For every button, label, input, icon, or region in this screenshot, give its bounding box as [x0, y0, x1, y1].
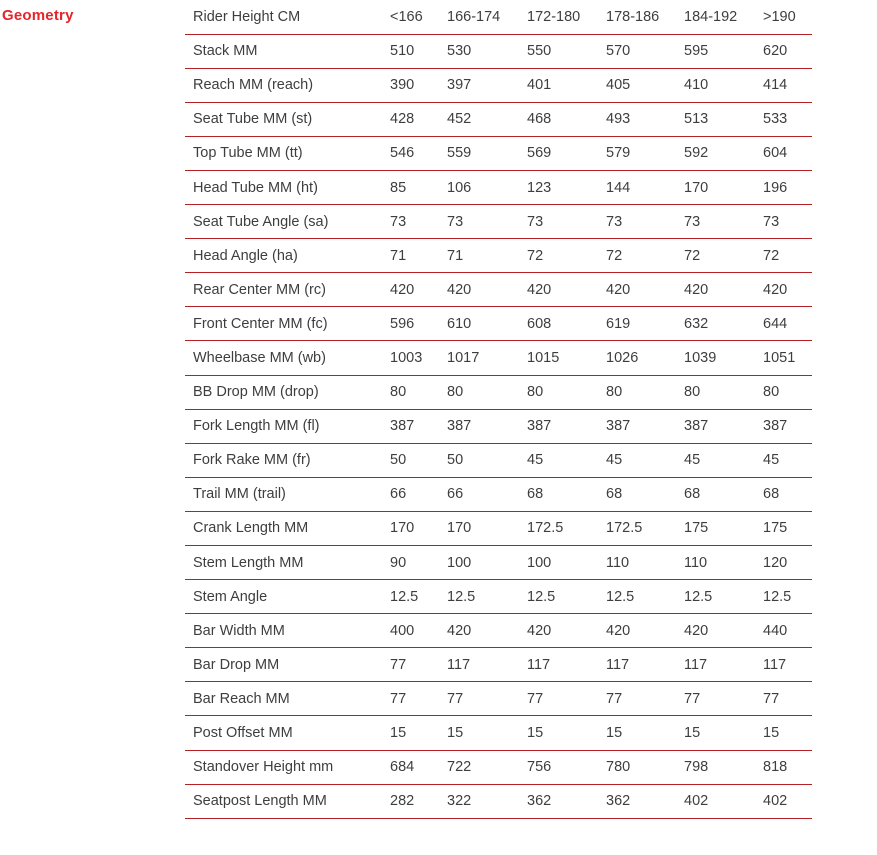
value-cell: 15 — [684, 716, 763, 750]
geometry-table — [185, 0, 812, 819]
header-column: 178-186 — [606, 0, 684, 34]
value-cell: 12.5 — [447, 580, 527, 614]
geometry-section-label: Geometry — [2, 7, 74, 24]
value-cell: 559 — [447, 136, 527, 170]
value-cell: 608 — [527, 307, 606, 341]
value-cell: 80 — [447, 375, 527, 409]
value-cell: 144 — [606, 170, 684, 204]
value-cell: 632 — [684, 307, 763, 341]
value-cell: 85 — [390, 170, 447, 204]
row-label: Fork Rake MM (fr) — [185, 443, 390, 477]
value-cell: 493 — [606, 102, 684, 136]
value-cell: 80 — [763, 375, 812, 409]
table-row — [185, 648, 812, 682]
value-cell: 80 — [684, 375, 763, 409]
value-cell: 362 — [527, 784, 606, 818]
value-cell: 12.5 — [763, 580, 812, 614]
value-cell: 1026 — [606, 341, 684, 375]
table-row — [185, 511, 812, 545]
row-label: Seatpost Length MM — [185, 784, 390, 818]
table-row — [185, 341, 812, 375]
table-row — [185, 273, 812, 307]
value-cell: 72 — [684, 239, 763, 273]
value-cell: 592 — [684, 136, 763, 170]
value-cell: 513 — [684, 102, 763, 136]
row-label: Seat Tube MM (st) — [185, 102, 390, 136]
row-label: Stem Length MM — [185, 546, 390, 580]
table-row — [185, 239, 812, 273]
value-cell: 420 — [390, 273, 447, 307]
value-cell: 579 — [606, 136, 684, 170]
table-row — [185, 170, 812, 204]
value-cell: 1051 — [763, 341, 812, 375]
table-row — [185, 205, 812, 239]
table-row — [185, 34, 812, 68]
value-cell: 387 — [763, 409, 812, 443]
value-cell: 420 — [447, 273, 527, 307]
value-cell: 610 — [447, 307, 527, 341]
value-cell: 15 — [390, 716, 447, 750]
value-cell: 420 — [684, 273, 763, 307]
row-label: Head Angle (ha) — [185, 239, 390, 273]
value-cell: 546 — [390, 136, 447, 170]
value-cell: 387 — [606, 409, 684, 443]
value-cell: 452 — [447, 102, 527, 136]
row-label: Wheelbase MM (wb) — [185, 341, 390, 375]
value-cell: 12.5 — [527, 580, 606, 614]
value-cell: 71 — [447, 239, 527, 273]
value-cell: 604 — [763, 136, 812, 170]
value-cell: 420 — [763, 273, 812, 307]
table-row — [185, 102, 812, 136]
value-cell: 402 — [684, 784, 763, 818]
value-cell: 387 — [527, 409, 606, 443]
value-cell: 15 — [763, 716, 812, 750]
geometry-table-body — [185, 0, 812, 818]
value-cell: 196 — [763, 170, 812, 204]
value-cell: 73 — [447, 205, 527, 239]
value-cell: 110 — [684, 546, 763, 580]
row-label: Rear Center MM (rc) — [185, 273, 390, 307]
value-cell: 123 — [527, 170, 606, 204]
value-cell: 66 — [447, 477, 527, 511]
value-cell: 117 — [684, 648, 763, 682]
value-cell: 387 — [447, 409, 527, 443]
table-row — [185, 307, 812, 341]
value-cell: 72 — [527, 239, 606, 273]
table-row — [185, 409, 812, 443]
value-cell: 596 — [390, 307, 447, 341]
table-row — [185, 375, 812, 409]
table-row — [185, 784, 812, 818]
row-label: Bar Drop MM — [185, 648, 390, 682]
value-cell: 72 — [763, 239, 812, 273]
value-cell: 77 — [763, 682, 812, 716]
value-cell: 172.5 — [527, 511, 606, 545]
value-cell: 780 — [606, 750, 684, 784]
table-row — [185, 546, 812, 580]
value-cell: 15 — [447, 716, 527, 750]
value-cell: 401 — [527, 68, 606, 102]
value-cell: 322 — [447, 784, 527, 818]
value-cell: 73 — [527, 205, 606, 239]
row-label: Standover Height mm — [185, 750, 390, 784]
value-cell: 1017 — [447, 341, 527, 375]
value-cell: 440 — [763, 614, 812, 648]
value-cell: 595 — [684, 34, 763, 68]
value-cell: 414 — [763, 68, 812, 102]
value-cell: 73 — [390, 205, 447, 239]
value-cell: 45 — [684, 443, 763, 477]
row-label: BB Drop MM (drop) — [185, 375, 390, 409]
value-cell: 620 — [763, 34, 812, 68]
value-cell: 12.5 — [606, 580, 684, 614]
value-cell: 798 — [684, 750, 763, 784]
value-cell: 387 — [684, 409, 763, 443]
value-cell: 619 — [606, 307, 684, 341]
value-cell: 68 — [684, 477, 763, 511]
value-cell: 100 — [447, 546, 527, 580]
row-label: Stem Angle — [185, 580, 390, 614]
value-cell: 45 — [606, 443, 684, 477]
table-row — [185, 750, 812, 784]
value-cell: 756 — [527, 750, 606, 784]
value-cell: 77 — [606, 682, 684, 716]
header-label: Rider Height CM — [185, 0, 390, 34]
table-row — [185, 682, 812, 716]
value-cell: 387 — [390, 409, 447, 443]
value-cell: 722 — [447, 750, 527, 784]
value-cell: 80 — [390, 375, 447, 409]
value-cell: 73 — [684, 205, 763, 239]
value-cell: 175 — [763, 511, 812, 545]
header-column: 166-174 — [447, 0, 527, 34]
header-column: 172-180 — [527, 0, 606, 34]
value-cell: 420 — [606, 614, 684, 648]
value-cell: 1003 — [390, 341, 447, 375]
table-row — [185, 716, 812, 750]
value-cell: 77 — [390, 648, 447, 682]
value-cell: 468 — [527, 102, 606, 136]
value-cell: 80 — [527, 375, 606, 409]
value-cell: 170 — [684, 170, 763, 204]
value-cell: 77 — [390, 682, 447, 716]
value-cell: 405 — [606, 68, 684, 102]
value-cell: 68 — [527, 477, 606, 511]
value-cell: 420 — [527, 614, 606, 648]
value-cell: 533 — [763, 102, 812, 136]
row-label: Top Tube MM (tt) — [185, 136, 390, 170]
value-cell: 117 — [447, 648, 527, 682]
row-label: Bar Reach MM — [185, 682, 390, 716]
value-cell: 117 — [763, 648, 812, 682]
header-column: <166 — [390, 0, 447, 34]
value-cell: 569 — [527, 136, 606, 170]
value-cell: 1039 — [684, 341, 763, 375]
value-cell: 100 — [527, 546, 606, 580]
value-cell: 570 — [606, 34, 684, 68]
row-label: Fork Length MM (fl) — [185, 409, 390, 443]
value-cell: 45 — [763, 443, 812, 477]
value-cell: 80 — [606, 375, 684, 409]
value-cell: 117 — [606, 648, 684, 682]
value-cell: 420 — [684, 614, 763, 648]
value-cell: 15 — [606, 716, 684, 750]
header-column: 184-192 — [684, 0, 763, 34]
row-label: Stack MM — [185, 34, 390, 68]
value-cell: 410 — [684, 68, 763, 102]
value-cell: 644 — [763, 307, 812, 341]
value-cell: 684 — [390, 750, 447, 784]
value-cell: 15 — [527, 716, 606, 750]
value-cell: 420 — [606, 273, 684, 307]
table-row — [185, 68, 812, 102]
row-label: Bar Width MM — [185, 614, 390, 648]
value-cell: 68 — [763, 477, 812, 511]
value-cell: 172.5 — [606, 511, 684, 545]
value-cell: 117 — [527, 648, 606, 682]
value-cell: 170 — [390, 511, 447, 545]
value-cell: 362 — [606, 784, 684, 818]
table-row — [185, 580, 812, 614]
header-row — [185, 0, 812, 34]
value-cell: 530 — [447, 34, 527, 68]
value-cell: 428 — [390, 102, 447, 136]
table-row — [185, 136, 812, 170]
value-cell: 12.5 — [390, 580, 447, 614]
value-cell: 282 — [390, 784, 447, 818]
value-cell: 50 — [447, 443, 527, 477]
row-label: Post Offset MM — [185, 716, 390, 750]
value-cell: 397 — [447, 68, 527, 102]
value-cell: 90 — [390, 546, 447, 580]
value-cell: 120 — [763, 546, 812, 580]
row-label: Front Center MM (fc) — [185, 307, 390, 341]
row-label: Crank Length MM — [185, 511, 390, 545]
value-cell: 400 — [390, 614, 447, 648]
value-cell: 106 — [447, 170, 527, 204]
value-cell: 12.5 — [684, 580, 763, 614]
table-row — [185, 614, 812, 648]
value-cell: 420 — [527, 273, 606, 307]
header-column: >190 — [763, 0, 812, 34]
value-cell: 71 — [390, 239, 447, 273]
value-cell: 420 — [447, 614, 527, 648]
value-cell: 77 — [684, 682, 763, 716]
value-cell: 77 — [447, 682, 527, 716]
value-cell: 175 — [684, 511, 763, 545]
value-cell: 66 — [390, 477, 447, 511]
row-label: Reach MM (reach) — [185, 68, 390, 102]
table-row — [185, 443, 812, 477]
value-cell: 390 — [390, 68, 447, 102]
table-row — [185, 477, 812, 511]
value-cell: 170 — [447, 511, 527, 545]
value-cell: 402 — [763, 784, 812, 818]
value-cell: 77 — [527, 682, 606, 716]
row-label: Trail MM (trail) — [185, 477, 390, 511]
value-cell: 818 — [763, 750, 812, 784]
value-cell: 73 — [606, 205, 684, 239]
value-cell: 72 — [606, 239, 684, 273]
value-cell: 45 — [527, 443, 606, 477]
value-cell: 510 — [390, 34, 447, 68]
value-cell: 550 — [527, 34, 606, 68]
value-cell: 50 — [390, 443, 447, 477]
value-cell: 1015 — [527, 341, 606, 375]
value-cell: 73 — [763, 205, 812, 239]
row-label: Seat Tube Angle (sa) — [185, 205, 390, 239]
value-cell: 68 — [606, 477, 684, 511]
row-label: Head Tube MM (ht) — [185, 170, 390, 204]
value-cell: 110 — [606, 546, 684, 580]
